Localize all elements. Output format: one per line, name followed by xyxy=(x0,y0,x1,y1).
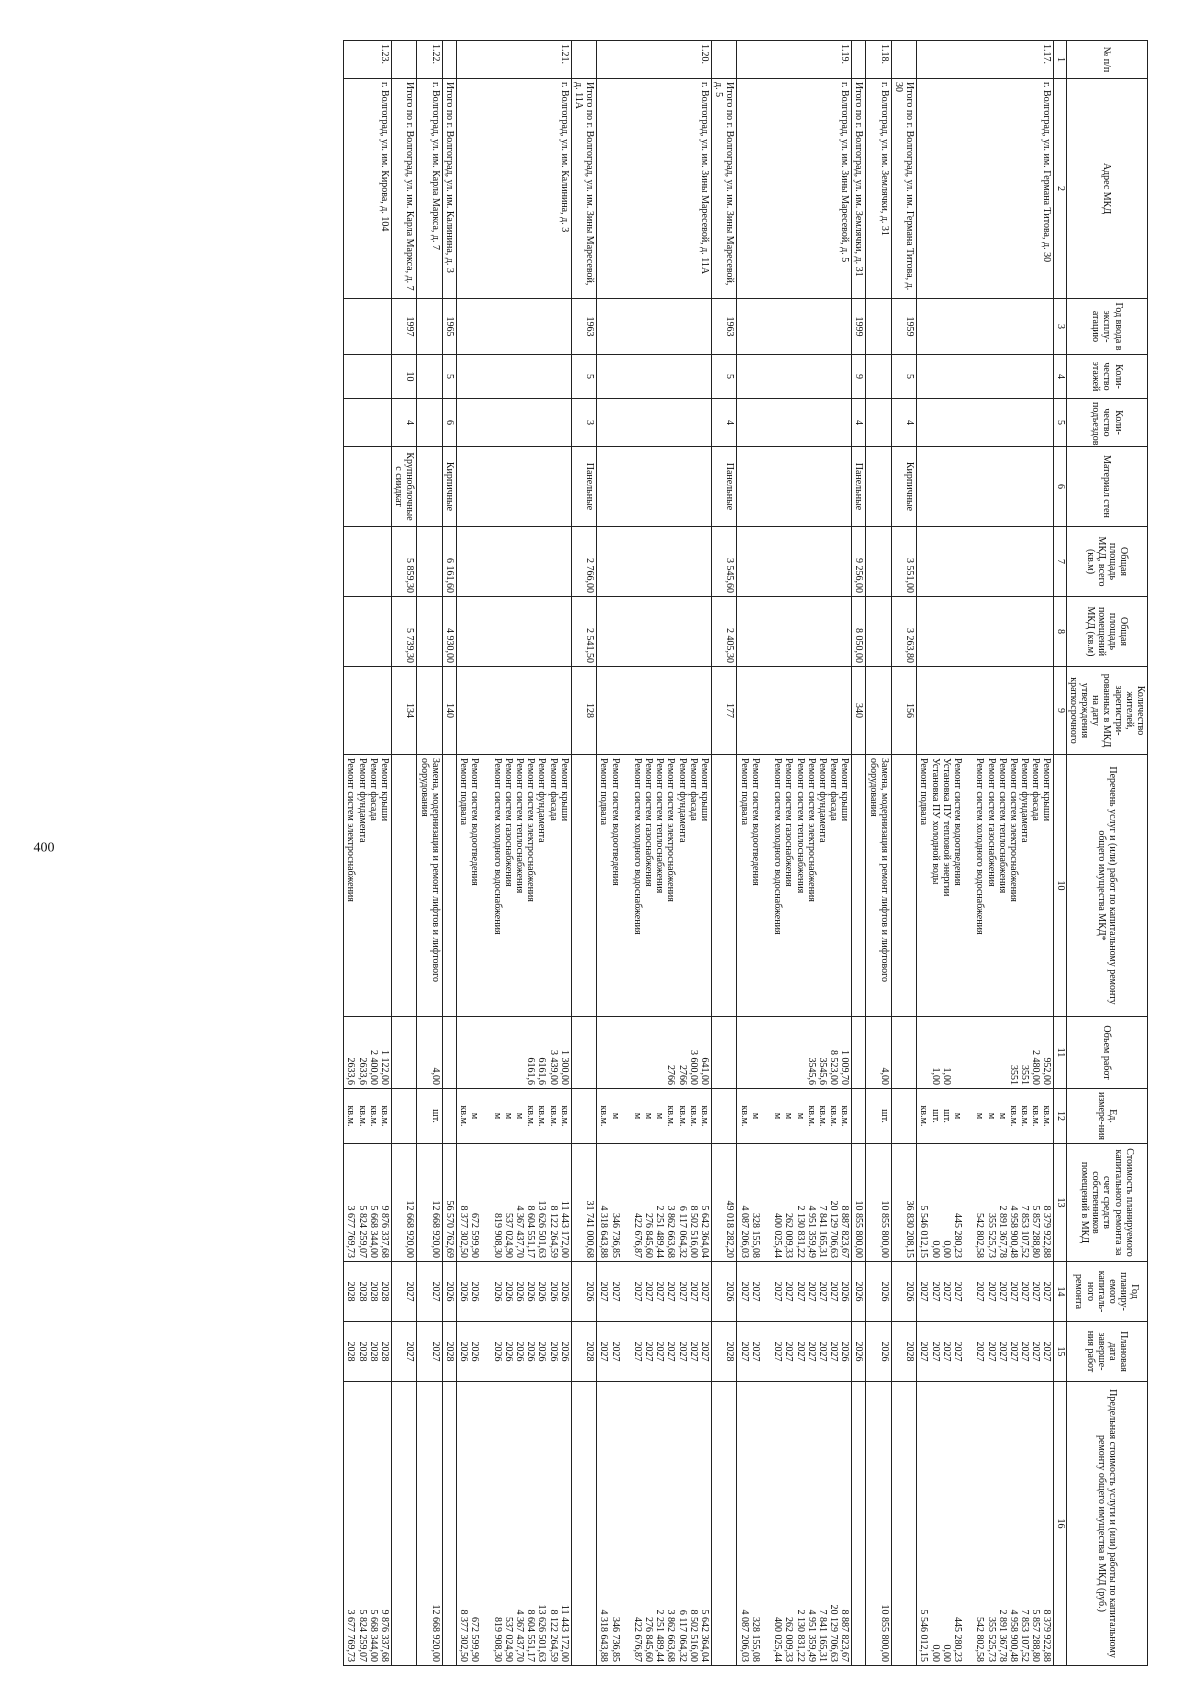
unit-cell: кв.м. кв.м. кв.м. кв.м. м м м м кв.м. xyxy=(456,1089,571,1144)
table-cell xyxy=(866,527,891,597)
table-cell xyxy=(571,41,596,79)
works-list: Ремонт крыши Ремонт фасада Ремонт фундамента Ремонт систем электроснабжения Ремонт систем теплоснабжения Ремонт систем газоснабжения Ремонт систем холодного водоснабжения Ремонт систем водоотведения Установка ПУ тепловой энергии Установка ПУ холодной воды Ремонт подвала xyxy=(917,755,1054,1017)
volume-cell: 1 122,00 2 400,00 2633,6 2633,6 xyxy=(344,1017,392,1089)
address-cell: г. Волгоград, ул. им. Кирова, д. 104 xyxy=(344,79,392,299)
entrances-cell: 4 xyxy=(852,399,866,447)
table-cell xyxy=(392,1382,417,1666)
table-cell xyxy=(442,1089,456,1144)
table-cell xyxy=(866,299,891,355)
residents-cell: 140 xyxy=(442,667,456,755)
address-cell: г. Волгоград, ул. им. Калинина, д. 3 xyxy=(456,79,571,299)
total-area-cell: 2 766,00 xyxy=(571,527,596,597)
table-cell xyxy=(737,527,852,597)
table-row xyxy=(737,41,852,1666)
end-date-cell: 2028 2028 2028 2028 xyxy=(344,1322,392,1382)
volume-cell: 641,00 3 600,00 2766 2766 xyxy=(597,1017,712,1089)
table-cell xyxy=(597,447,712,527)
table-row xyxy=(344,41,392,1666)
table-cell xyxy=(392,1089,417,1144)
year-built-cell: 1959 xyxy=(891,299,916,355)
address-cell: г. Волгоград, ул. им. Землячки, д. 31 xyxy=(866,79,891,299)
wall-material-cell: Панельные xyxy=(712,447,737,527)
table-row xyxy=(866,41,891,1666)
table-cell xyxy=(891,1382,916,1666)
total-row xyxy=(891,41,916,1666)
total-cost-cell: 31 741 000,68 xyxy=(571,1144,596,1262)
row-number: 1.17. xyxy=(917,41,1054,79)
table-cell xyxy=(344,299,392,355)
column-number: 2 xyxy=(1054,79,1066,299)
year-built-cell: 1999 xyxy=(852,299,866,355)
wall-material-cell: Кирпичные xyxy=(891,447,916,527)
column-header: Общая площадь помещений МКД (кв.м) xyxy=(1066,597,1147,667)
total-cost-cell: 56 570 762,69 xyxy=(442,1144,456,1262)
table-cell xyxy=(917,399,1054,447)
table-cell xyxy=(866,447,891,527)
column-header: Год планиру-емого капиталь-ного ремонта xyxy=(1066,1262,1147,1322)
works-list: Ремонт крыши Ремонт фасада Ремонт фундамента Ремонт систем электроснабжения Ремонт систем теплоснабжения Ремонт систем газоснабжения Ремонт систем холодного водоснабжения Ремонт систем водоотведения Ремонт подвала xyxy=(737,755,852,1017)
table-cell xyxy=(597,299,712,355)
table-cell xyxy=(597,527,712,597)
total-row xyxy=(852,41,866,1666)
table-cell xyxy=(344,597,392,667)
cost-cell: 10 855 800,00 xyxy=(866,1144,891,1262)
end-date-cell: 2027 xyxy=(417,1322,442,1382)
table-cell xyxy=(712,1382,737,1666)
column-number: 14 xyxy=(1054,1262,1066,1322)
entrances-cell: 6 xyxy=(442,399,456,447)
table-cell xyxy=(597,399,712,447)
cost-cell: 8 887 823,67 20 129 706,63 7 841 165,31 4 951 359,49 2 130 831,22 262 009,33 400 025,44 328 155,08 4 087 206,03 xyxy=(737,1144,852,1262)
table-cell xyxy=(456,399,571,447)
table-cell xyxy=(737,399,852,447)
table-cell xyxy=(442,1017,456,1089)
total-cost-cell: 36 830 208,15 xyxy=(891,1144,916,1262)
table-cell xyxy=(344,355,392,399)
row-number: 1.18. xyxy=(866,41,891,79)
row-number: 1.22. xyxy=(417,41,442,79)
floors-cell: 5 xyxy=(712,355,737,399)
table-cell xyxy=(417,399,442,447)
table-cell xyxy=(866,399,891,447)
column-number: 3 xyxy=(1054,299,1066,355)
volume-cell: 952,00 2 480,00 3551 3551 1,00 1,00 xyxy=(917,1017,1054,1089)
column-number: 5 xyxy=(1054,399,1066,447)
unit-cell: кв.м. кв.м. кв.м. кв.м. м м м м кв.м. xyxy=(597,1089,712,1144)
total-area-cell: 6 161,60 xyxy=(442,527,456,597)
table-cell xyxy=(737,667,852,755)
column-number: 8 xyxy=(1054,597,1066,667)
unit-cell: кв.м. кв.м. кв.м. кв.м. м м м м кв.м. xyxy=(737,1089,852,1144)
limit-cost-cell: 8 379 922,88 5 857 288,80 7 853 107,52 4 958 900,48 2 891 367,78 355 525,73 542 802,58 445 280,23 0,00 0,00 5 546 012,15 xyxy=(917,1382,1054,1666)
column-header: Общая площадь МКД, всего (кв.м) xyxy=(1066,527,1147,597)
total-end-cell: 2027 xyxy=(392,1322,417,1382)
table-cell xyxy=(597,597,712,667)
repair-plan-table xyxy=(343,40,1148,1666)
wall-material-cell: Панельные xyxy=(571,447,596,527)
year-cell: 2026 2027 2027 2027 2027 2027 2027 2027 2027 xyxy=(737,1262,852,1322)
year-cell: 2028 2028 2028 2028 xyxy=(344,1262,392,1322)
end-date-cell: 2027 2027 2027 2027 2027 2027 2027 2027 2027 2027 2027 xyxy=(917,1322,1054,1382)
table-cell xyxy=(712,1017,737,1089)
end-date-cell: 2027 2027 2027 2027 2027 2027 2027 2027 2027 xyxy=(597,1322,712,1382)
total-end-cell: 2026 xyxy=(852,1322,866,1382)
table-row xyxy=(456,41,571,1666)
table-cell xyxy=(891,1089,916,1144)
total-end-cell: 2028 xyxy=(712,1322,737,1382)
rooms-area-cell: 2 541,50 xyxy=(571,597,596,667)
total-end-cell: 2028 xyxy=(571,1322,596,1382)
works-list: Ремонт крыши Ремонт фасада Ремонт фундамента Ремонт систем электроснабжения xyxy=(344,755,392,1017)
total-label: Итого по г. Волгоград, ул. им. Землячки, д. 31 xyxy=(852,79,866,299)
table-cell xyxy=(456,299,571,355)
column-header: № п/п xyxy=(1066,41,1147,79)
total-year-cell: 2026 xyxy=(571,1262,596,1322)
table-cell xyxy=(571,1017,596,1089)
column-header: Год ввода в эксплу-атацию xyxy=(1066,299,1147,355)
column-header: Предельная стоимость услуги и (или) работы по капитальному ремонту общего имущества в МКД (руб.) xyxy=(1066,1382,1147,1666)
year-cell: 2026 xyxy=(866,1262,891,1322)
unit-cell: кв.м. кв.м. кв.м. кв.м. м м м м шт. шт. кв.м. xyxy=(917,1089,1054,1144)
table-cell xyxy=(392,1017,417,1089)
table-cell xyxy=(392,755,417,1017)
column-number: 6 xyxy=(1054,447,1066,527)
limit-cost-cell: 12 668 920,00 xyxy=(417,1382,442,1666)
year-built-cell: 1965 xyxy=(442,299,456,355)
column-number: 15 xyxy=(1054,1322,1066,1382)
residents-cell: 340 xyxy=(852,667,866,755)
row-number: 1.20. xyxy=(597,41,712,79)
table-cell xyxy=(417,597,442,667)
limit-cost-cell: 9 876 337,68 5 668 344,00 5 824 259,07 3 677 769,73 xyxy=(344,1382,392,1666)
table-cell xyxy=(917,299,1054,355)
total-row xyxy=(392,41,417,1666)
cost-cell: 5 642 364,04 8 502 516,00 6 117 064,32 3 862 663,68 2 251 489,44 276 845,60 422 676,87 346 736,85 4 318 643,88 xyxy=(597,1144,712,1262)
total-cost-cell: 49 018 282,20 xyxy=(712,1144,737,1262)
wall-material-cell: Крупноблочные с сиидкат xyxy=(392,447,417,527)
total-area-cell: 3 545,60 xyxy=(712,527,737,597)
table-cell xyxy=(712,1089,737,1144)
column-number: 13 xyxy=(1054,1144,1066,1262)
table-cell xyxy=(891,1017,916,1089)
volume-cell: 1 300,00 3 439,00 6161,6 6161,6 xyxy=(456,1017,571,1089)
works-list: Замена, модернизация и ремонт лифтов и лифтового оборудования xyxy=(417,755,442,1017)
rooms-area-cell: 8 050,00 xyxy=(852,597,866,667)
table-cell xyxy=(417,355,442,399)
year-cell: 2027 2027 2027 2027 2027 2027 2027 2027 2027 xyxy=(597,1262,712,1322)
table-cell xyxy=(442,41,456,79)
cost-cell: 12 668 920,00 xyxy=(417,1144,442,1262)
column-number: 16 xyxy=(1054,1382,1066,1666)
volume-cell: 4,00 xyxy=(866,1017,891,1089)
year-built-cell: 1963 xyxy=(571,299,596,355)
total-area-cell: 9 256,00 xyxy=(852,527,866,597)
table-cell xyxy=(866,667,891,755)
column-number: 7 xyxy=(1054,527,1066,597)
table-cell xyxy=(891,755,916,1017)
table-cell xyxy=(917,447,1054,527)
end-date-cell: 2026 2027 2027 2027 2027 2027 2027 2027 2027 xyxy=(737,1322,852,1382)
wall-material-cell: Кирпичные xyxy=(442,447,456,527)
cost-cell: 11 443 172,00 8 122 264,59 13 626 501,63 8 604 551,17 4 367 437,70 537 024,90 819 908,30 672 599,90 8 377 302,50 xyxy=(456,1144,571,1262)
total-cost-cell: 10 855 800,00 xyxy=(852,1144,866,1262)
total-year-cell: 2026 xyxy=(891,1262,916,1322)
year-cell: 2027 2027 2027 2027 2027 2027 2027 2027 2027 2027 2027 xyxy=(917,1262,1054,1322)
rooms-area-cell: 3 263,80 xyxy=(891,597,916,667)
end-date-cell: 2026 xyxy=(866,1322,891,1382)
table-cell xyxy=(456,447,571,527)
column-header: Ед. измере-ния xyxy=(1066,1089,1147,1144)
end-date-cell: 2026 2026 2026 2026 2026 2026 2026 2026 2026 xyxy=(456,1322,571,1382)
rooms-area-cell: 4 930,00 xyxy=(442,597,456,667)
total-row xyxy=(442,41,456,1666)
table-cell xyxy=(852,41,866,79)
address-cell: г. Волгоград, ул. им. Зины Маресевой, д. 5 xyxy=(737,79,852,299)
total-label: Итого по г. Волгоград, ул. им. Зины Маресевой, д. 5 xyxy=(712,79,737,299)
table-cell xyxy=(891,41,916,79)
column-number-row xyxy=(1054,41,1066,1666)
table-cell xyxy=(456,527,571,597)
total-year-cell: 2027 xyxy=(392,1262,417,1322)
column-number: 4 xyxy=(1054,355,1066,399)
table-cell xyxy=(442,1382,456,1666)
table-cell xyxy=(597,667,712,755)
total-year-cell: 2026 xyxy=(852,1262,866,1322)
table-cell xyxy=(344,399,392,447)
column-header: Коли-чество этажей xyxy=(1066,355,1147,399)
limit-cost-cell: 8 887 823,67 20 129 706,63 7 841 165,31 4 951 359,49 2 130 831,22 262 009,33 400 025,44 328 155,08 4 087 206,03 xyxy=(737,1382,852,1666)
total-area-cell: 3 551,00 xyxy=(891,527,916,597)
table-cell xyxy=(417,527,442,597)
column-number: 9 xyxy=(1054,667,1066,755)
table-cell xyxy=(737,597,852,667)
table-cell xyxy=(917,527,1054,597)
year-built-cell: 1963 xyxy=(712,299,737,355)
table-cell xyxy=(917,597,1054,667)
cost-cell: 8 379 922,88 5 857 288,80 7 853 107,52 4 958 900,48 2 891 367,78 355 525,73 542 802,58 445 280,23 0,00 0,00 5 546 012,15 xyxy=(917,1144,1054,1262)
column-header: Адрес МКД xyxy=(1066,79,1147,299)
total-label: Итого по г. Волгоград, ул. им. Германа Титова, д. 30 xyxy=(891,79,916,299)
rooms-area-cell: 2 405,30 xyxy=(712,597,737,667)
entrances-cell: 4 xyxy=(392,399,417,447)
floors-cell: 5 xyxy=(571,355,596,399)
total-label: Итого по г. Волгоград, ул. им. Карла Маркса, д. 7 xyxy=(392,79,417,299)
limit-cost-cell: 5 642 364,04 8 502 516,00 6 117 064,32 3 862 663,68 2 251 489,44 276 845,60 422 676,87 346 736,85 4 318 643,88 xyxy=(597,1382,712,1666)
table-cell xyxy=(852,755,866,1017)
column-header: Стоимость планируемого капитального ремонта за счет средств собственников помещений в МКД xyxy=(1066,1144,1147,1262)
entrances-cell: 3 xyxy=(571,399,596,447)
floors-cell: 10 xyxy=(392,355,417,399)
table-cell xyxy=(917,667,1054,755)
floors-cell: 5 xyxy=(891,355,916,399)
table-cell xyxy=(344,447,392,527)
rooms-area-cell: 5 739,30 xyxy=(392,597,417,667)
table-cell xyxy=(392,41,417,79)
table-cell xyxy=(737,447,852,527)
column-header: Количество жителей, зарегистри-рованных в МКД на дату утверждения краткосрочного xyxy=(1066,667,1147,755)
table-cell xyxy=(344,667,392,755)
table-cell xyxy=(571,755,596,1017)
total-label: Итого по г. Волгоград, ул. им. Зины Маресевой, д. 11А xyxy=(571,79,596,299)
table-cell xyxy=(852,1089,866,1144)
table-cell xyxy=(417,447,442,527)
column-header: Перечень услуг и (или) работ по капитальному ремонту общего имущества МКД* xyxy=(1066,755,1147,1017)
address-cell: г. Волгоград, ул. им. Карла Маркса, д. 7 xyxy=(417,79,442,299)
total-cost-cell: 12 668 920,00 xyxy=(392,1144,417,1262)
entrances-cell: 4 xyxy=(891,399,916,447)
total-row xyxy=(571,41,596,1666)
table-cell xyxy=(417,299,442,355)
column-header: Объем работ xyxy=(1066,1017,1147,1089)
table-cell xyxy=(417,667,442,755)
table-cell xyxy=(597,355,712,399)
total-row xyxy=(712,41,737,1666)
works-list: Ремонт крыши Ремонт фасада Ремонт фундамента Ремонт систем электроснабжения Ремонт систем теплоснабжения Ремонт систем газоснабжения Ремонт систем холодного водоснабжения Ремонт систем водоотведения Ремонт подвала xyxy=(597,755,712,1017)
total-end-cell: 2028 xyxy=(891,1322,916,1382)
column-number: 11 xyxy=(1054,1017,1066,1089)
table-cell xyxy=(917,355,1054,399)
total-area-cell: 5 859,30 xyxy=(392,527,417,597)
column-number: 10 xyxy=(1054,755,1066,1017)
header-row xyxy=(1066,41,1147,1666)
floors-cell: 9 xyxy=(852,355,866,399)
table-cell xyxy=(344,527,392,597)
table-cell xyxy=(712,755,737,1017)
unit-cell: кв.м. кв.м. кв.м. кв.м. xyxy=(344,1089,392,1144)
volume-cell: 1 009,70 8 523,00 3545,6 3545,6 xyxy=(737,1017,852,1089)
column-header: Материал стен xyxy=(1066,447,1147,527)
table-cell xyxy=(866,355,891,399)
row-number: 1.23. xyxy=(344,41,392,79)
total-label: Итого по г. Волгоград, ул. им. Калинина, д. 3 xyxy=(442,79,456,299)
table-cell xyxy=(852,1017,866,1089)
table-row xyxy=(417,41,442,1666)
table-cell xyxy=(456,355,571,399)
residents-cell: 134 xyxy=(392,667,417,755)
column-number: 1 xyxy=(1054,41,1066,79)
row-number: 1.21. xyxy=(456,41,571,79)
table-row xyxy=(597,41,712,1666)
table-cell xyxy=(737,355,852,399)
table-header xyxy=(1054,41,1148,1666)
cost-cell: 9 876 337,68 5 668 344,00 5 824 259,07 3 677 769,73 xyxy=(344,1144,392,1262)
volume-cell: 4,00 xyxy=(417,1017,442,1089)
floors-cell: 5 xyxy=(442,355,456,399)
unit-cell: шт. xyxy=(417,1089,442,1144)
table-cell xyxy=(852,1382,866,1666)
table-cell xyxy=(571,1382,596,1666)
works-list: Замена, модернизация и ремонт лифтов и лифтового оборудования xyxy=(866,755,891,1017)
residents-cell: 156 xyxy=(891,667,916,755)
limit-cost-cell: 11 443 172,00 8 122 264,59 13 626 501,63 8 604 551,17 4 367 437,70 537 024,90 819 908,30 672 599,90 8 377 302,50 xyxy=(456,1382,571,1666)
page-number: 400 xyxy=(33,840,55,856)
row-number: 1.19. xyxy=(737,41,852,79)
table-cell xyxy=(737,299,852,355)
address-cell: г. Волгоград, ул. им. Зины Маресевой, д. 11А xyxy=(597,79,712,299)
column-header: Плановая дата заверше-ния работ xyxy=(1066,1322,1147,1382)
table-body xyxy=(344,41,1054,1666)
table-row xyxy=(917,41,1054,1666)
unit-cell: шт. xyxy=(866,1089,891,1144)
total-year-cell: 2026 xyxy=(442,1262,456,1322)
column-header: Коли-чество подъездов xyxy=(1066,399,1147,447)
total-end-cell: 2028 xyxy=(442,1322,456,1382)
year-cell: 2027 xyxy=(417,1262,442,1322)
residents-cell: 177 xyxy=(712,667,737,755)
entrances-cell: 4 xyxy=(712,399,737,447)
table-cell xyxy=(712,41,737,79)
year-built-cell: 1997 xyxy=(392,299,417,355)
table-cell xyxy=(456,597,571,667)
table-cell xyxy=(866,597,891,667)
year-cell: 2026 2026 2026 2026 2026 2026 2026 2026 2026 xyxy=(456,1262,571,1322)
limit-cost-cell: 10 855 800,00 xyxy=(866,1382,891,1666)
works-list: Ремонт крыши Ремонт фасада Ремонт фундамента Ремонт систем электроснабжения Ремонт систем теплоснабжения Ремонт систем газоснабжения Ремонт систем холодного водоснабжения Ремонт систем водоотведения Ремонт подвала xyxy=(456,755,571,1017)
total-year-cell: 2026 xyxy=(712,1262,737,1322)
column-number: 12 xyxy=(1054,1089,1066,1144)
table-cell xyxy=(571,1089,596,1144)
wall-material-cell: Панельные xyxy=(852,447,866,527)
residents-cell: 128 xyxy=(571,667,596,755)
table-cell xyxy=(456,667,571,755)
table-cell xyxy=(442,755,456,1017)
address-cell: г. Волгоград, ул. им. Германа Титова, д. 30 xyxy=(917,79,1054,299)
